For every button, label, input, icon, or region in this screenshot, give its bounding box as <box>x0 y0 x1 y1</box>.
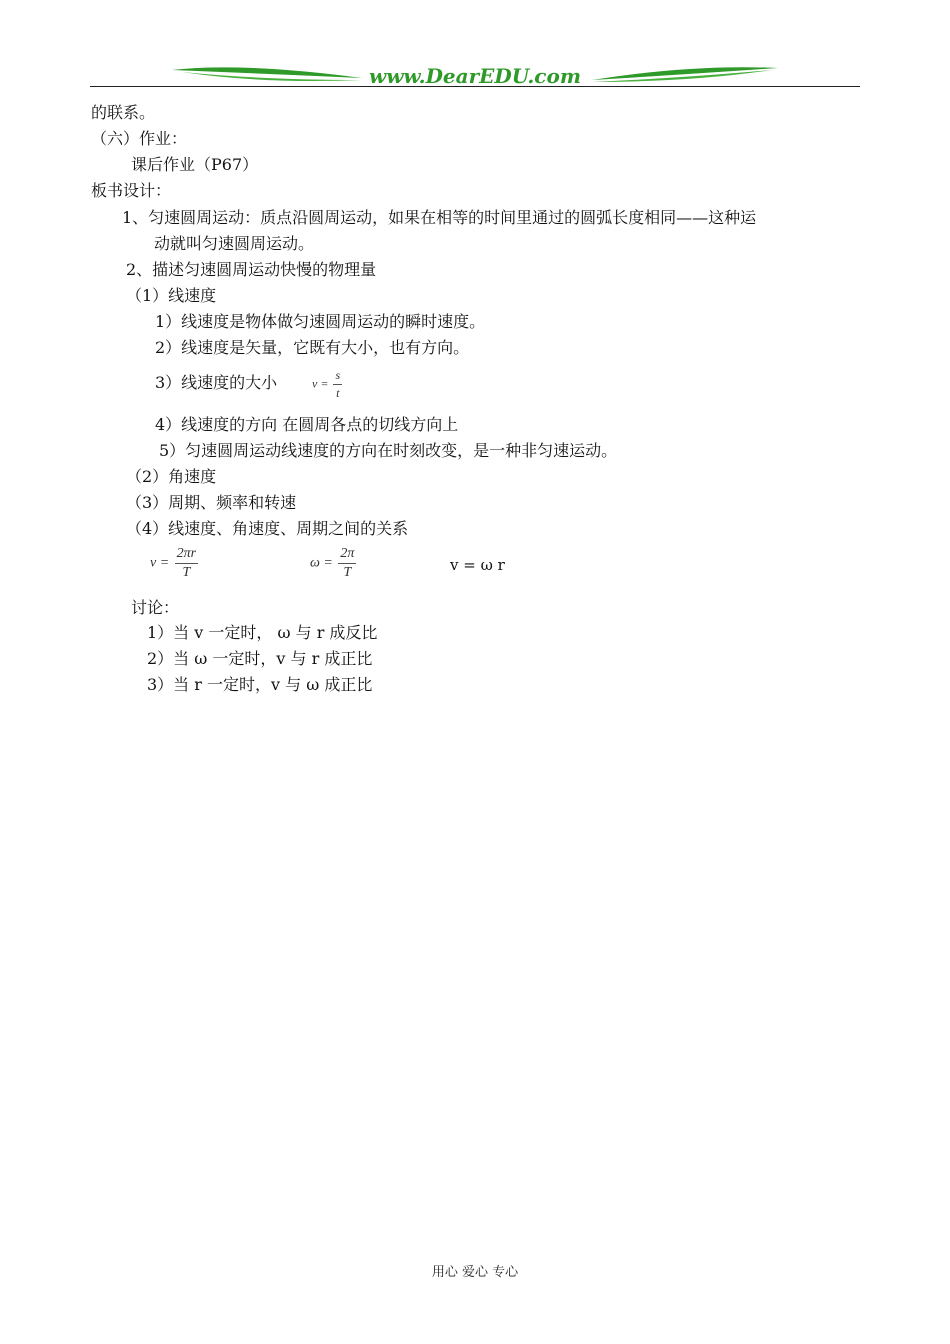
denominator: t <box>336 386 340 400</box>
denominator: T <box>182 565 191 580</box>
fraction <box>175 546 198 581</box>
formula-v-period <box>150 546 198 581</box>
text-line: 2、描述匀速圆周运动快慢的物理量 <box>126 260 377 279</box>
formula-lhs: v = <box>312 376 329 391</box>
logo-text: www.DearEDU.com <box>368 64 582 88</box>
section-heading-discussion: 讨论： <box>131 598 180 617</box>
site-logo <box>172 60 778 94</box>
text-line: 2）线速度是矢量，它既有大小，也有方向。 <box>155 338 470 357</box>
text-line: 5）匀速圆周运动线速度的方向在时刻改变，是一种非匀速运动。 <box>159 441 618 460</box>
fraction <box>338 546 356 581</box>
text-line: 动就叫匀速圆周运动。 <box>154 234 315 253</box>
text-line: 4）线速度的方向 在圆周各点的切线方向上 <box>155 415 459 434</box>
formula-v-omega: v = ω r <box>450 556 505 574</box>
fraction <box>333 368 342 401</box>
text-line: 3）线速度的大小 <box>155 373 278 392</box>
numerator: 2πr <box>175 546 198 564</box>
denominator: T <box>343 565 352 580</box>
formula-omega-period <box>310 546 356 581</box>
text-line: （3）周期、频率和转速 <box>126 493 297 512</box>
text-line: 的联系。 <box>91 103 156 122</box>
formula-speed <box>312 368 342 401</box>
text-line: 1）当 v 一定时， ω 与 r 成反比 <box>147 623 378 642</box>
text-line: （1）线速度 <box>126 286 217 305</box>
logo-left-swoosh <box>172 67 362 78</box>
numerator: 2π <box>338 546 356 564</box>
text-line: 1、匀速圆周运动：质点沿圆周运动，如果在相等的时间里通过的圆弧长度相同——这种运 <box>122 208 757 227</box>
text-line: 2）当 ω 一定时，v 与 r 成正比 <box>147 649 373 668</box>
page-footer: 用心 爱心 专心 <box>431 1265 519 1280</box>
section-heading-board-design: 板书设计： <box>91 181 172 200</box>
formula-lhs: v = <box>150 555 170 571</box>
text-line: 3）当 r 一定时，v 与 ω 成正比 <box>147 675 373 694</box>
formula-lhs: ω = <box>310 555 333 571</box>
header-rule <box>90 86 860 87</box>
numerator: s <box>333 368 342 385</box>
text-line: 课后作业（P67） <box>131 155 259 174</box>
text-line: （2）角速度 <box>126 467 217 486</box>
text-line: （4）线速度、角速度、周期之间的关系 <box>126 519 409 538</box>
section-heading-homework: （六）作业： <box>91 129 188 148</box>
text-line: 1）线速度是物体做匀速圆周运动的瞬时速度。 <box>155 312 486 331</box>
